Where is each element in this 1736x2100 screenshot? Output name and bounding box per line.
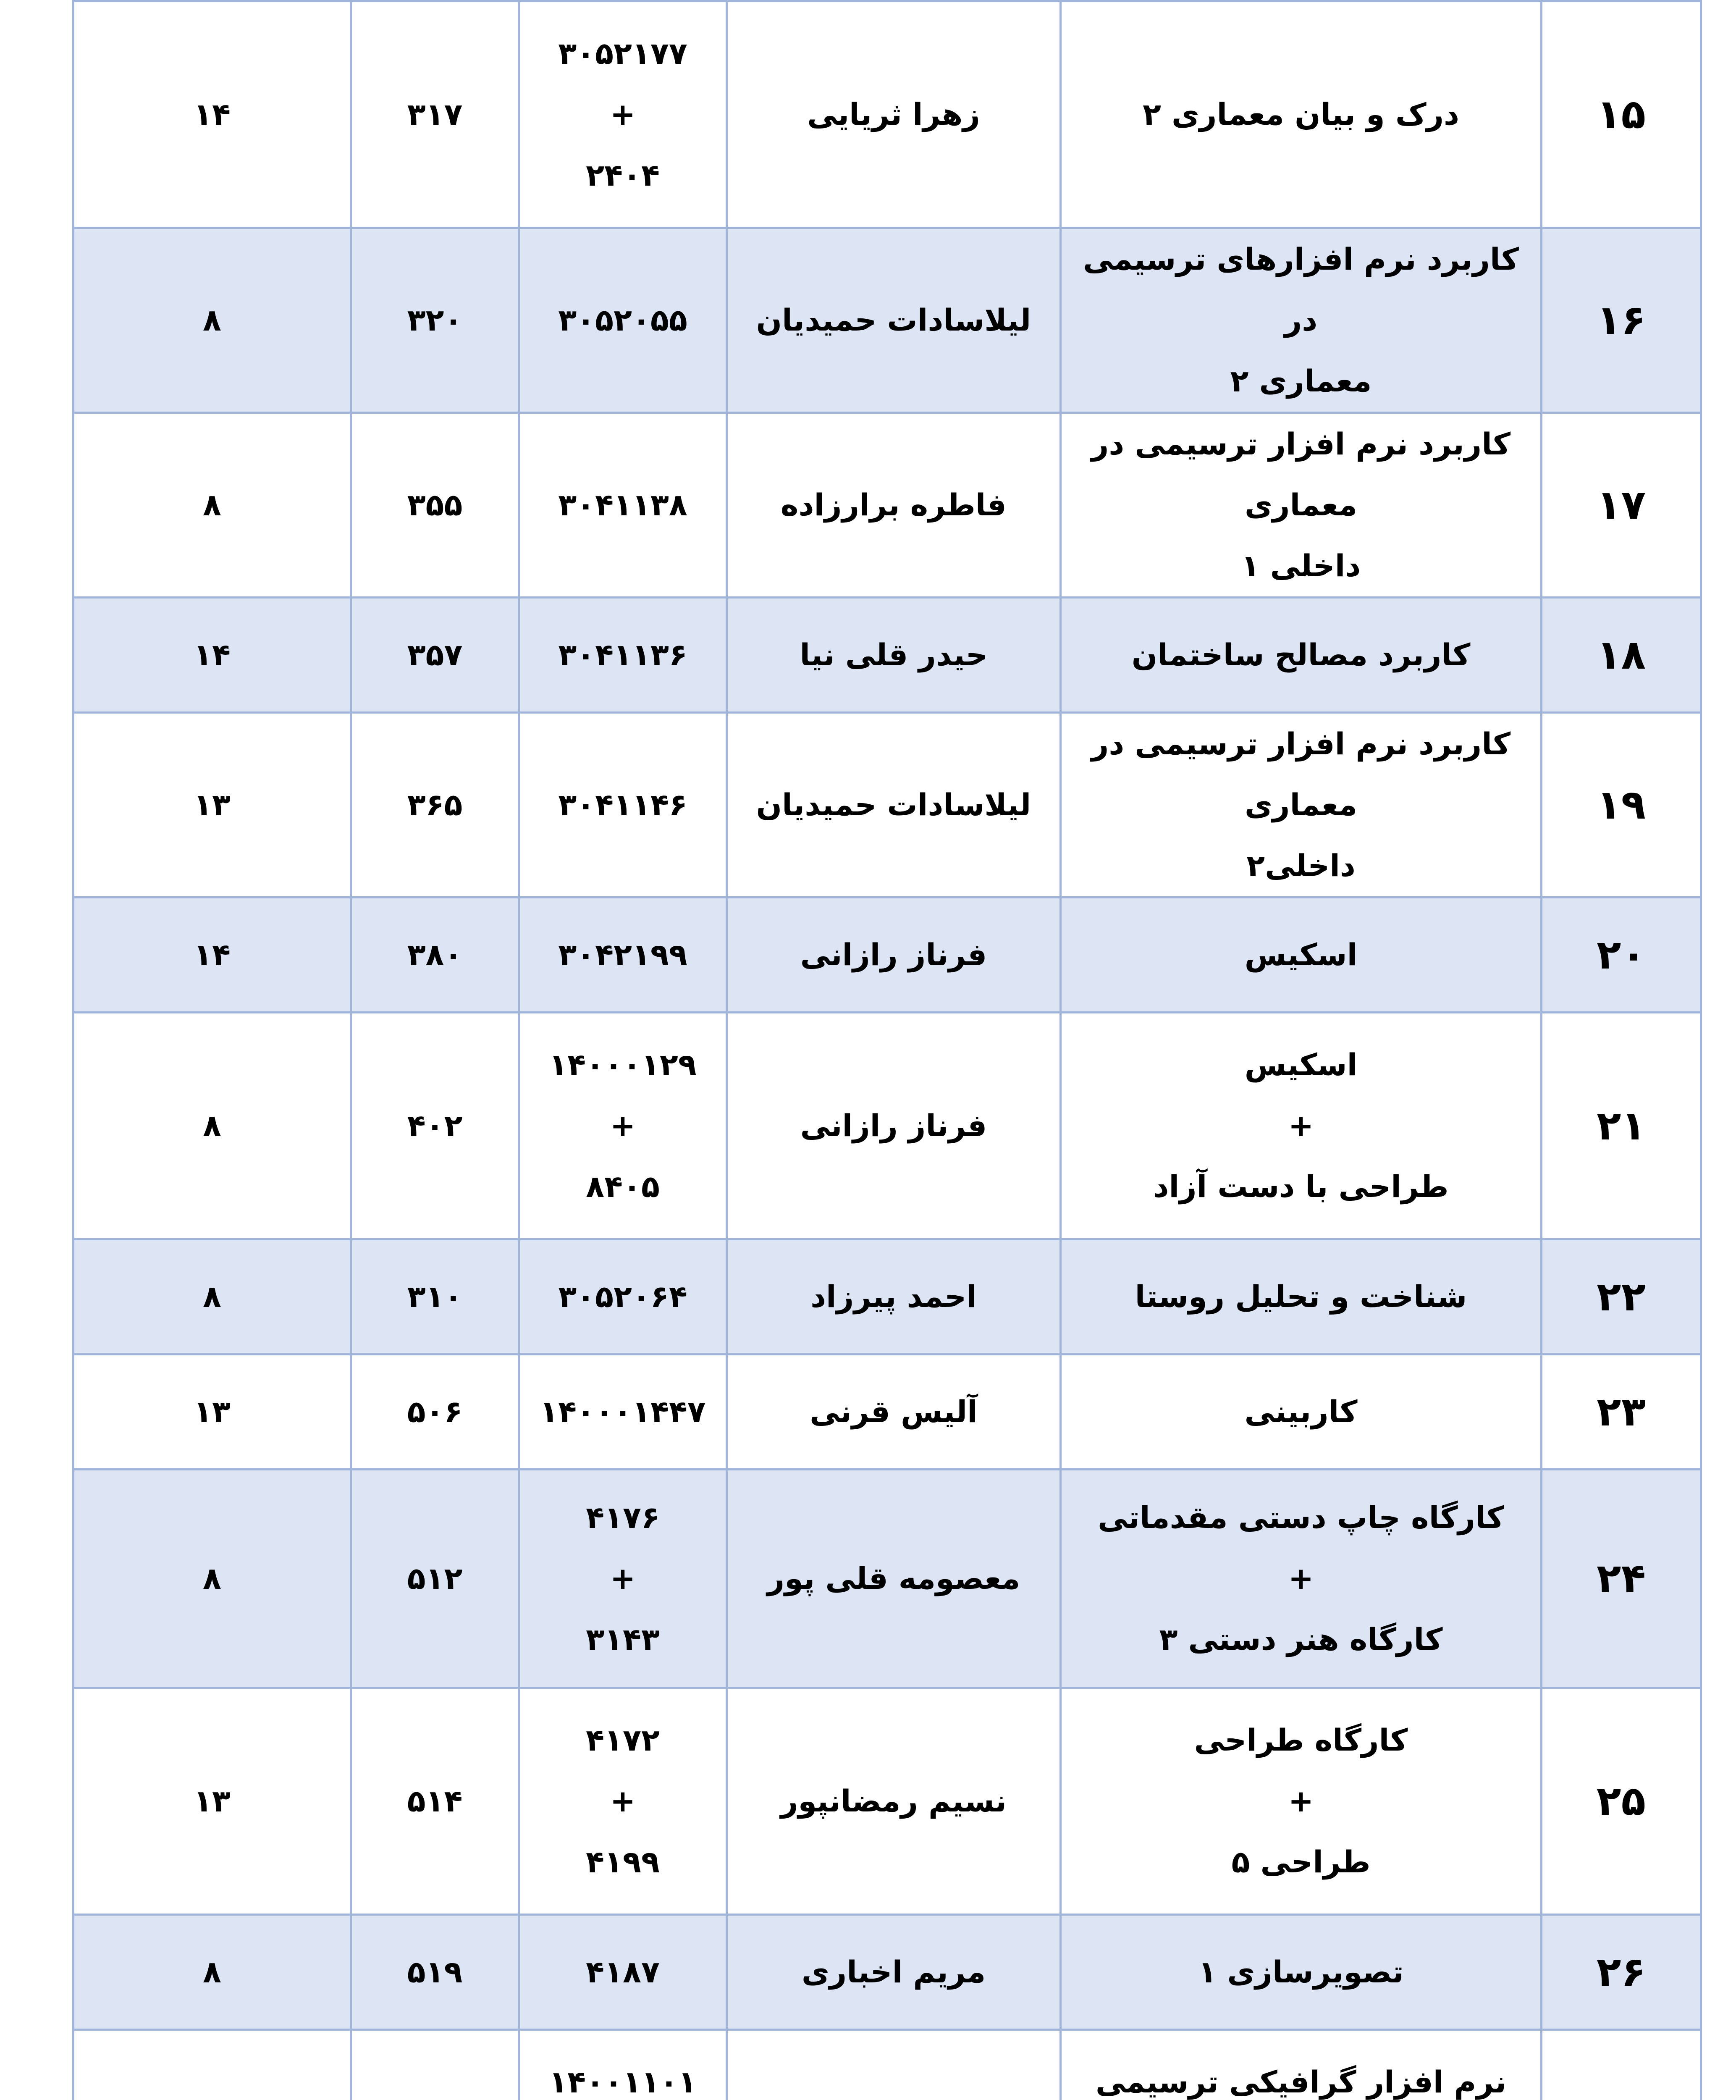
course-name-cell	[1061, 1013, 1542, 1239]
table-row	[73, 1470, 1701, 1688]
course-code-cell	[519, 1013, 727, 1239]
course-name-cell	[1061, 713, 1542, 898]
time-cell: ۸	[73, 1013, 351, 1239]
course-name-cell-line: کاربرد مصالح ساختمان	[1131, 637, 1471, 672]
course-code-cell-line: +	[610, 1561, 636, 1596]
course-name-cell-line: کاربینی	[1244, 1394, 1358, 1429]
course-name-cell-line: داخلی ۱	[1241, 548, 1361, 583]
course-name-cell-line: کارگاه هنر دستی ۳	[1159, 1622, 1443, 1657]
course-code-cell-line: ۳۰۵۲۰۵۵	[558, 302, 687, 338]
room-cell: ۳۲۰	[351, 228, 519, 413]
course-name-cell-line: نرم افزار گرافیکی ترسیمی	[1095, 2064, 1507, 2100]
course-name-cell-line: شناخت و تحلیل روستا	[1135, 1279, 1467, 1314]
instructor-cell: لیلاسادات حمیدیان	[727, 228, 1061, 413]
course-code-cell-line: ۳۰۴۱۱۳۸	[558, 487, 687, 522]
course-name-cell	[1061, 228, 1542, 413]
row-number-cell: ۲۲	[1542, 1239, 1701, 1354]
table-row	[73, 1688, 1701, 1915]
table-row	[73, 598, 1701, 713]
instructor-cell: فاطره برارزاده	[727, 413, 1061, 598]
course-code-cell	[519, 2030, 727, 2100]
row-number-cell: ۲۱	[1542, 1013, 1701, 1239]
course-name-cell-line: طراحی با دست آزاد	[1153, 1169, 1449, 1204]
row-number-cell: ۲۰	[1542, 898, 1701, 1013]
course-name-cell	[1061, 598, 1542, 713]
row-number-cell: ۲۶	[1542, 1915, 1701, 2030]
course-name-cell-line: کاربرد نرم افزار ترسیمی در معماری	[1091, 426, 1511, 522]
course-name-cell-line: کارگاه طراحی	[1194, 1722, 1408, 1758]
room-cell: ۵۰۶	[351, 1354, 519, 1470]
course-code-cell-line: +	[610, 1783, 636, 1819]
course-code-cell-line: ۸۴۰۵	[586, 1169, 660, 1204]
course-name-cell-line: کاربرد نرم افزار ترسیمی در معماری	[1091, 726, 1511, 822]
course-name-cell-line: اسکیس	[1244, 1047, 1358, 1082]
room-cell: ۳۱۷	[351, 1, 519, 228]
instructor-cell: فرناز رازانی	[727, 1013, 1061, 1239]
instructor-cell: زهرا ثریایی	[727, 1, 1061, 228]
table-row	[73, 413, 1701, 598]
instructor-cell: آلیس قرنی	[727, 1354, 1061, 1470]
course-name-cell-line: کاربرد نرم افزارهای ترسیمی در	[1083, 242, 1519, 338]
room-cell: ۴۰۲	[351, 1013, 519, 1239]
course-code-cell	[519, 1239, 727, 1354]
course-name-cell-line: درک و بیان معماری ۲	[1143, 97, 1459, 132]
course-code-cell-line: ۳۰۵۲۱۷۷	[558, 36, 687, 71]
instructor-cell: حیدر قلی نیا	[727, 598, 1061, 713]
course-code-cell-line: ۳۰۴۱۱۴۶	[558, 787, 687, 822]
row-number-cell: ۱۸	[1542, 598, 1701, 713]
course-code-cell	[519, 413, 727, 598]
instructor-cell: معصومه قلی پور	[727, 1470, 1061, 1688]
course-name-cell-line: طراحی ۵	[1231, 1844, 1371, 1880]
room-cell: ۳۱۰	[351, 1239, 519, 1354]
course-name-cell	[1061, 1354, 1542, 1470]
course-code-cell-line: +	[610, 1108, 636, 1143]
course-code-cell-line: ۴۱۷۶	[586, 1500, 660, 1535]
course-code-cell-line: ۱۴۰۰۰۱۲۹	[549, 1047, 697, 1082]
course-code-cell	[519, 228, 727, 413]
time-cell: ۱۴	[73, 1, 351, 228]
room-cell: ۳۶۵	[351, 713, 519, 898]
course-name-cell-line: اسکیس	[1244, 937, 1358, 972]
course-code-cell-line: ۳۰۵۲۰۶۴	[558, 1279, 687, 1314]
table-row	[73, 713, 1701, 898]
course-code-cell	[519, 1470, 727, 1688]
time-cell: ۱۴	[73, 898, 351, 1013]
time-cell: ۱۳	[73, 713, 351, 898]
course-code-cell-line: ۴۱۷۲	[586, 1722, 660, 1758]
table-row	[73, 1239, 1701, 1354]
instructor-cell: احمد پیرزاد	[727, 1239, 1061, 1354]
table-row	[73, 1, 1701, 228]
course-name-cell	[1061, 1239, 1542, 1354]
room-cell: ۵۱۲	[351, 1470, 519, 1688]
time-cell: ۸	[73, 228, 351, 413]
course-code-cell	[519, 1688, 727, 1915]
course-name-cell	[1061, 1688, 1542, 1915]
row-number-cell: ۱۹	[1542, 713, 1701, 898]
room-cell	[351, 2030, 519, 2100]
row-number-cell: ۱۵	[1542, 1, 1701, 228]
row-number-cell: ۲۴	[1542, 1470, 1701, 1688]
course-name-cell-line: معماری ۲	[1230, 363, 1372, 399]
room-cell: ۳۵۷	[351, 598, 519, 713]
row-number-cell: ۱۶	[1542, 228, 1701, 413]
room-cell: ۳۸۰	[351, 898, 519, 1013]
instructor-cell: فرناز رازانی	[727, 898, 1061, 1013]
time-cell	[73, 2030, 351, 2100]
time-cell: ۸	[73, 1915, 351, 2030]
instructor-cell	[727, 2030, 1061, 2100]
course-name-cell	[1061, 1, 1542, 228]
table-row	[73, 1013, 1701, 1239]
course-name-cell-line: کارگاه چاپ دستی مقدماتی	[1098, 1500, 1504, 1535]
instructor-cell: مریم اخباری	[727, 1915, 1061, 2030]
row-number-cell	[1542, 2030, 1701, 2100]
table-row	[73, 2030, 1701, 2100]
course-code-cell-line: ۲۴۰۴	[586, 158, 660, 193]
course-code-cell-line: ۴۱۹۹	[586, 1844, 660, 1880]
time-cell: ۸	[73, 1239, 351, 1354]
course-code-cell	[519, 713, 727, 898]
time-cell: ۸	[73, 413, 351, 598]
course-code-cell-line: ۳۰۴۱۱۳۶	[558, 637, 687, 672]
course-code-cell-line: ۱۴۰۰۰۱۴۴۷	[540, 1394, 706, 1429]
course-code-cell-line: +	[610, 97, 636, 132]
course-code-cell	[519, 598, 727, 713]
course-code-cell-line: ۳۰۴۲۱۹۹	[558, 937, 687, 972]
table-row	[73, 1915, 1701, 2030]
time-cell: ۱۳	[73, 1354, 351, 1470]
table-row	[73, 1354, 1701, 1470]
course-code-cell-line: ۴۱۸۷	[586, 1954, 660, 1990]
room-cell: ۵۱۹	[351, 1915, 519, 2030]
course-name-cell	[1061, 898, 1542, 1013]
course-code-cell	[519, 1915, 727, 2030]
course-name-cell	[1061, 1915, 1542, 2030]
course-code-cell-line: ۳۱۴۳	[586, 1622, 660, 1657]
course-name-cell-line: +	[1288, 1108, 1314, 1143]
course-name-cell-line: تصویرسازی ۱	[1198, 1954, 1404, 1990]
course-code-cell	[519, 1354, 727, 1470]
table-row	[73, 898, 1701, 1013]
instructor-cell: نسیم رمضانپور	[727, 1688, 1061, 1915]
time-cell: ۱۴	[73, 598, 351, 713]
instructor-cell: لیلاسادات حمیدیان	[727, 713, 1061, 898]
course-schedule-table	[72, 0, 1702, 2100]
course-name-cell-line: +	[1288, 1561, 1314, 1596]
table-row	[73, 228, 1701, 413]
room-cell: ۳۵۵	[351, 413, 519, 598]
row-number-cell: ۱۷	[1542, 413, 1701, 598]
course-name-cell	[1061, 2030, 1542, 2100]
course-name-cell	[1061, 413, 1542, 598]
row-number-cell: ۲۳	[1542, 1354, 1701, 1470]
course-name-cell-line: +	[1288, 1783, 1314, 1819]
room-cell: ۵۱۴	[351, 1688, 519, 1915]
course-code-cell	[519, 1, 727, 228]
course-code-cell-line: ۱۴۰۰۱۱۰۱	[549, 2064, 697, 2100]
course-name-cell-line: داخلی۲	[1246, 848, 1356, 883]
row-number-cell: ۲۵	[1542, 1688, 1701, 1915]
course-code-cell	[519, 898, 727, 1013]
time-cell: ۸	[73, 1470, 351, 1688]
time-cell: ۱۳	[73, 1688, 351, 1915]
course-name-cell	[1061, 1470, 1542, 1688]
